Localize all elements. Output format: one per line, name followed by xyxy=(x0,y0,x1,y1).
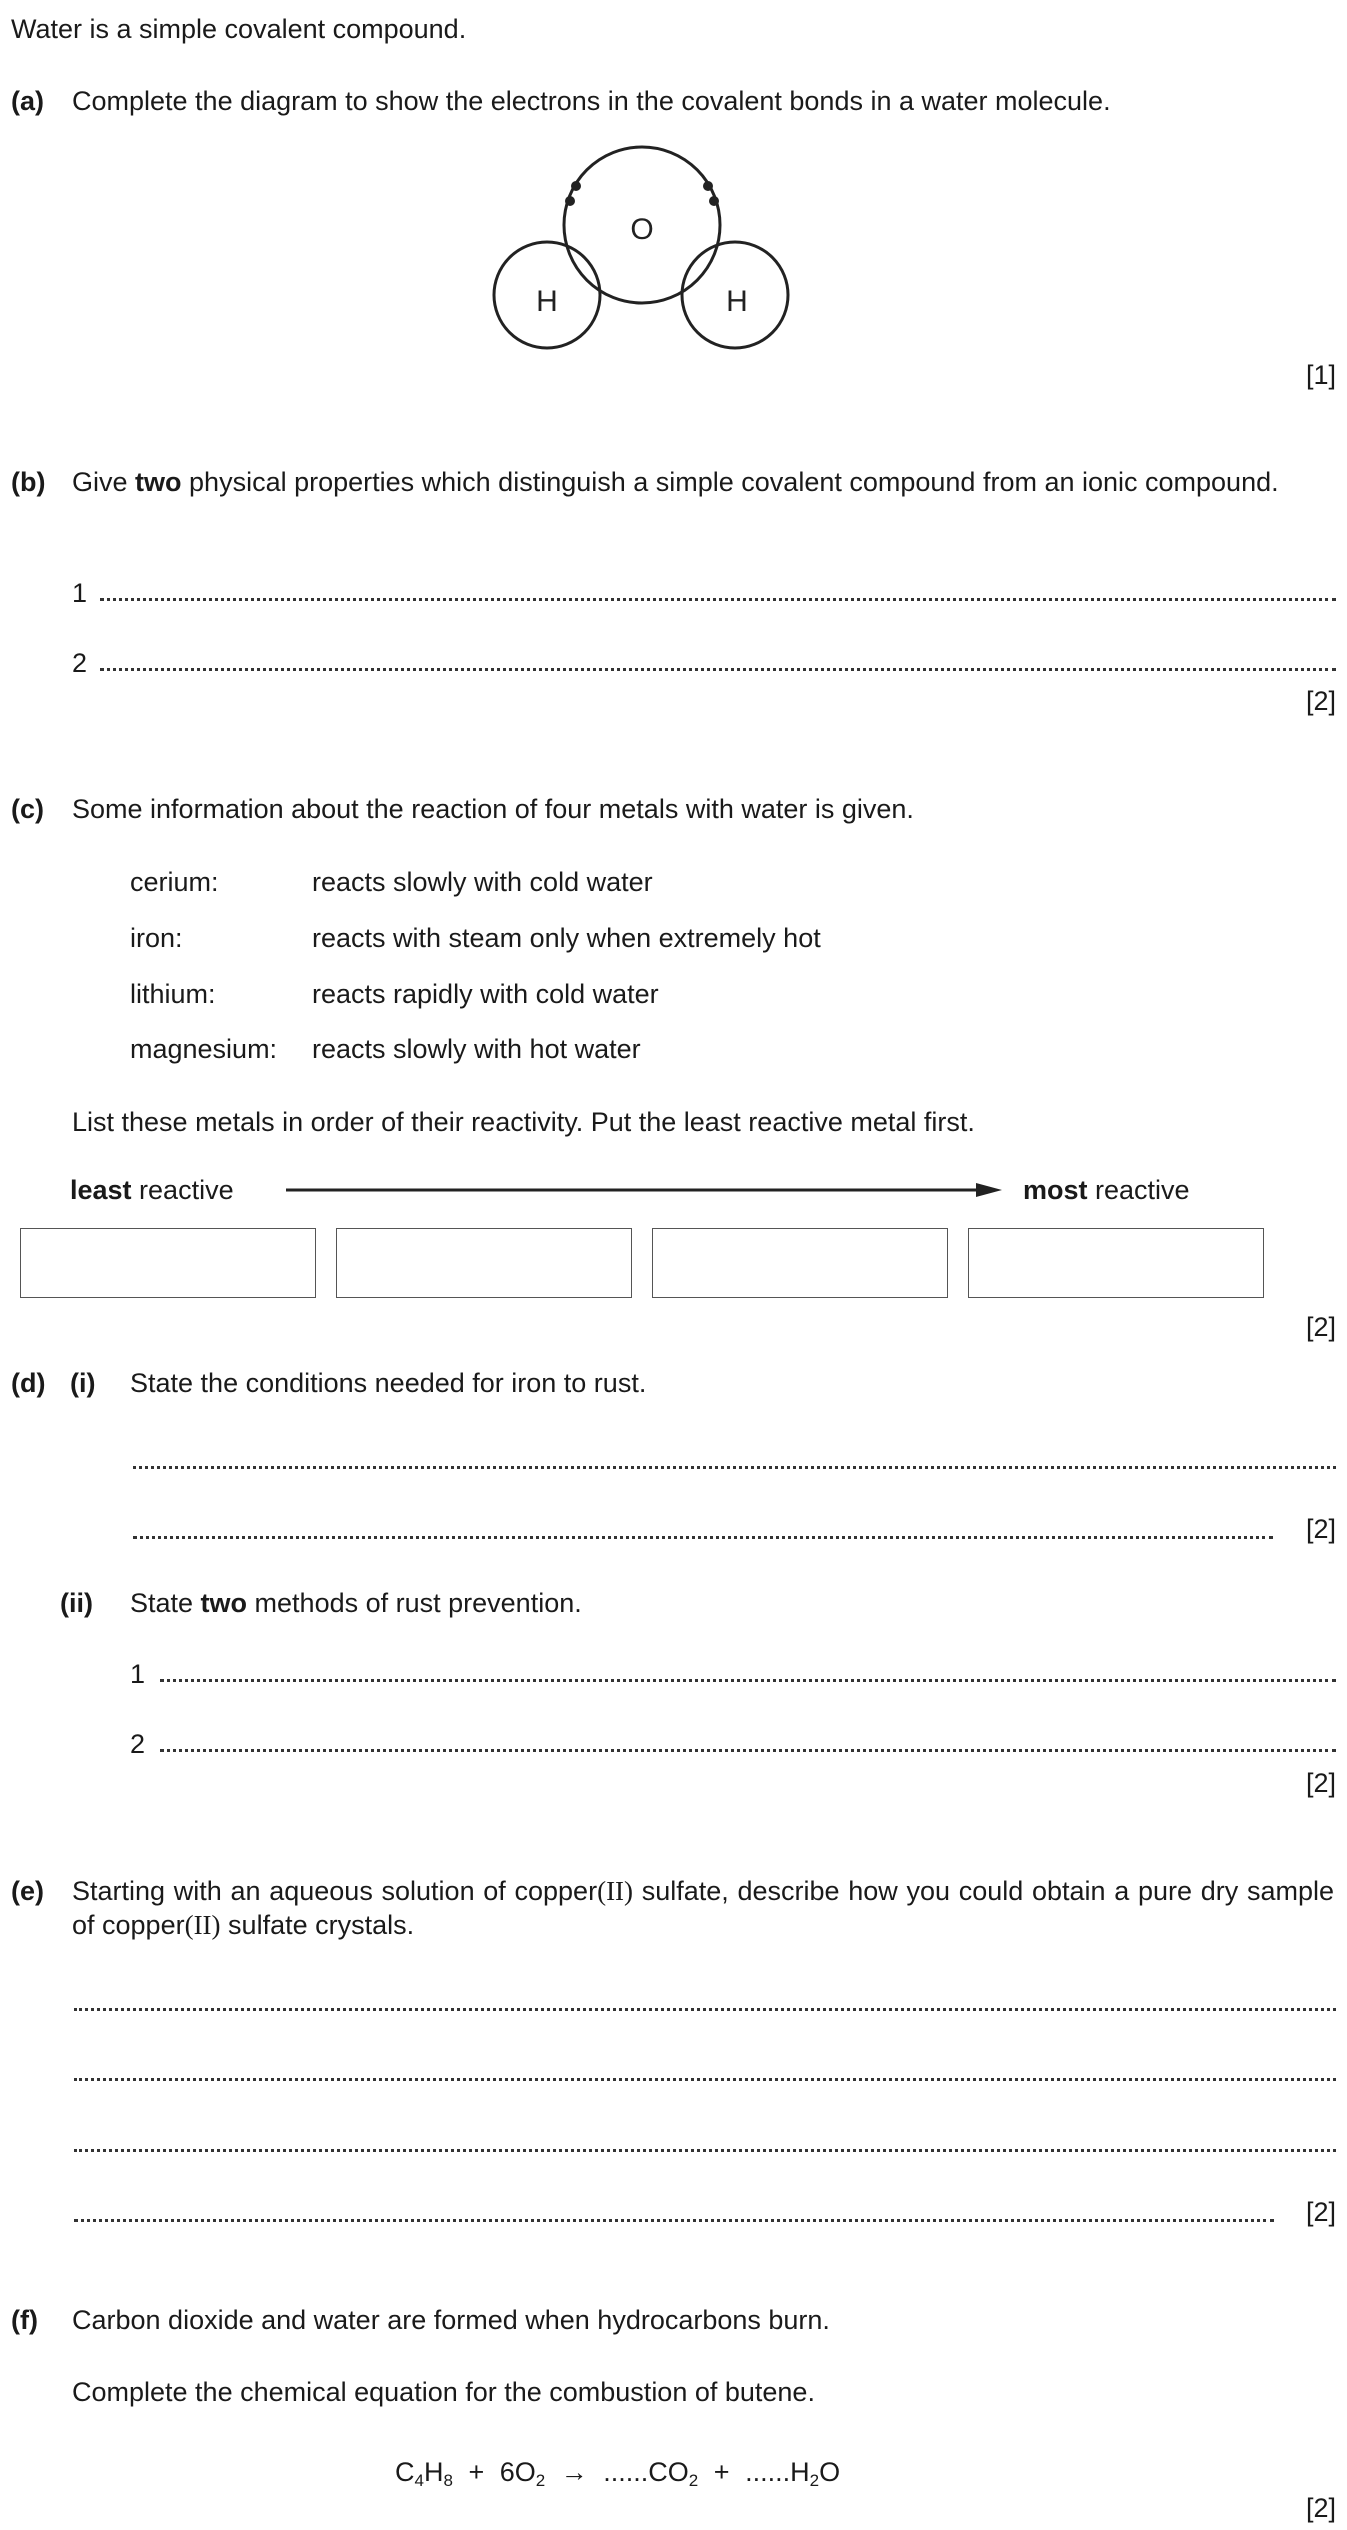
part-d-ii-marks: [2] xyxy=(1305,1768,1336,1798)
part-e-answer-line-2[interactable] xyxy=(74,2078,1336,2081)
reactivity-arrow xyxy=(286,1180,1002,1200)
part-b-marks: [2] xyxy=(1305,686,1336,716)
hydrogen-right-label: H xyxy=(726,285,748,318)
metal-reaction: reacts rapidly with cold water xyxy=(312,979,659,1009)
metal-name: cerium: xyxy=(130,867,219,897)
combustion-equation[interactable]: $C_4H_8 + 6O_2 \to ......CO_2 + ......H_2O$ xyxy=(395,2457,841,2490)
part-e-label: (e) xyxy=(11,1876,44,1906)
part-e-answer-line-3[interactable] xyxy=(74,2149,1336,2152)
part-b-question: Give two physical properties which distinguish a simple covalent compound from an ionic compound. xyxy=(72,467,1279,497)
oxygen-electron-dot xyxy=(709,196,719,206)
part-d-i-question: State the conditions needed for iron to rust. xyxy=(130,1368,647,1398)
part-a-question: Complete the diagram to show the electrons in the covalent bonds in a water molecule. xyxy=(72,86,1111,116)
part-b-label: (b) xyxy=(11,467,46,497)
co2-coefficient-blank: ...... xyxy=(603,2457,649,2487)
part-d-i-answer-line-2[interactable] xyxy=(133,1536,1273,1539)
reactivity-answer-box-2[interactable] xyxy=(336,1228,632,1298)
part-b-answer-line-2[interactable] xyxy=(100,668,1336,671)
answer-line-number: 1 xyxy=(72,578,88,608)
part-d-ii-question: State two methods of rust prevention. xyxy=(130,1588,582,1618)
metal-reaction: reacts slowly with hot water xyxy=(312,1034,641,1064)
h2o-coefficient-blank: ...... xyxy=(745,2457,791,2487)
part-e-answer-line-1[interactable] xyxy=(74,2008,1336,2011)
part-d-ii-label: (ii) xyxy=(60,1588,93,1618)
answer-line-number: 1 xyxy=(130,1659,146,1689)
answer-line-number: 2 xyxy=(130,1729,146,1759)
part-c-instruction: List these metals in order of their reactivity. Put the least reactive metal first. xyxy=(72,1107,975,1137)
part-d-ii-answer-line-2[interactable] xyxy=(160,1749,1336,1752)
part-d-i-marks: [2] xyxy=(1305,1514,1336,1544)
least-reactive-label: least reactive xyxy=(70,1175,234,1205)
part-e-question: Starting with an aqueous solution of copper(II) sulfate, describe how you could obtain a pure dry sample of copper(II) sulfate crystals. xyxy=(72,1876,1334,1940)
part-f-label: (f) xyxy=(11,2305,38,2335)
most-reactive-label: most reactive xyxy=(1023,1175,1190,1205)
part-d-i-answer-line-1[interactable] xyxy=(133,1466,1336,1469)
oxygen-electron-dot xyxy=(703,181,713,191)
reactivity-answer-box-1[interactable] xyxy=(20,1228,316,1298)
part-c-marks: [2] xyxy=(1305,1312,1336,1342)
metal-name: iron: xyxy=(130,923,183,953)
hydrogen-left-label: H xyxy=(536,285,558,318)
metal-name: lithium: xyxy=(130,979,216,1009)
part-e-marks: [2] xyxy=(1305,2197,1336,2227)
part-e-answer-line-4[interactable] xyxy=(74,2219,1274,2222)
water-molecule-diagram[interactable] xyxy=(490,145,800,355)
reactivity-answer-box-4[interactable] xyxy=(968,1228,1264,1298)
metal-name: magnesium: xyxy=(130,1034,278,1064)
metal-reaction: reacts with steam only when extremely hot xyxy=(312,923,821,953)
part-f-marks: [2] xyxy=(1305,2493,1336,2523)
part-b-answer-line-1[interactable] xyxy=(100,598,1336,601)
metal-reaction: reacts slowly with cold water xyxy=(312,867,653,897)
reactivity-answer-box-3[interactable] xyxy=(652,1228,948,1298)
part-d-label: (d) xyxy=(11,1368,46,1398)
part-a-marks: [1] xyxy=(1305,360,1336,390)
part-a-label: (a) xyxy=(11,86,44,116)
intro-text: Water is a simple covalent compound. xyxy=(11,14,467,44)
part-c-question: Some information about the reaction of four metals with water is given. xyxy=(72,794,914,824)
part-f-question: Carbon dioxide and water are formed when hydrocarbons burn. xyxy=(72,2305,830,2335)
part-d-ii-answer-line-1[interactable] xyxy=(160,1679,1336,1682)
oxygen-electron-dot xyxy=(571,181,581,191)
part-f-instruction: Complete the chemical equation for the combustion of butene. xyxy=(72,2377,815,2407)
part-d-i-label: (i) xyxy=(70,1368,96,1398)
oxygen-electron-dot xyxy=(565,196,575,206)
part-c-label: (c) xyxy=(11,794,44,824)
answer-line-number: 2 xyxy=(72,648,88,678)
oxygen-label: O xyxy=(630,213,654,246)
